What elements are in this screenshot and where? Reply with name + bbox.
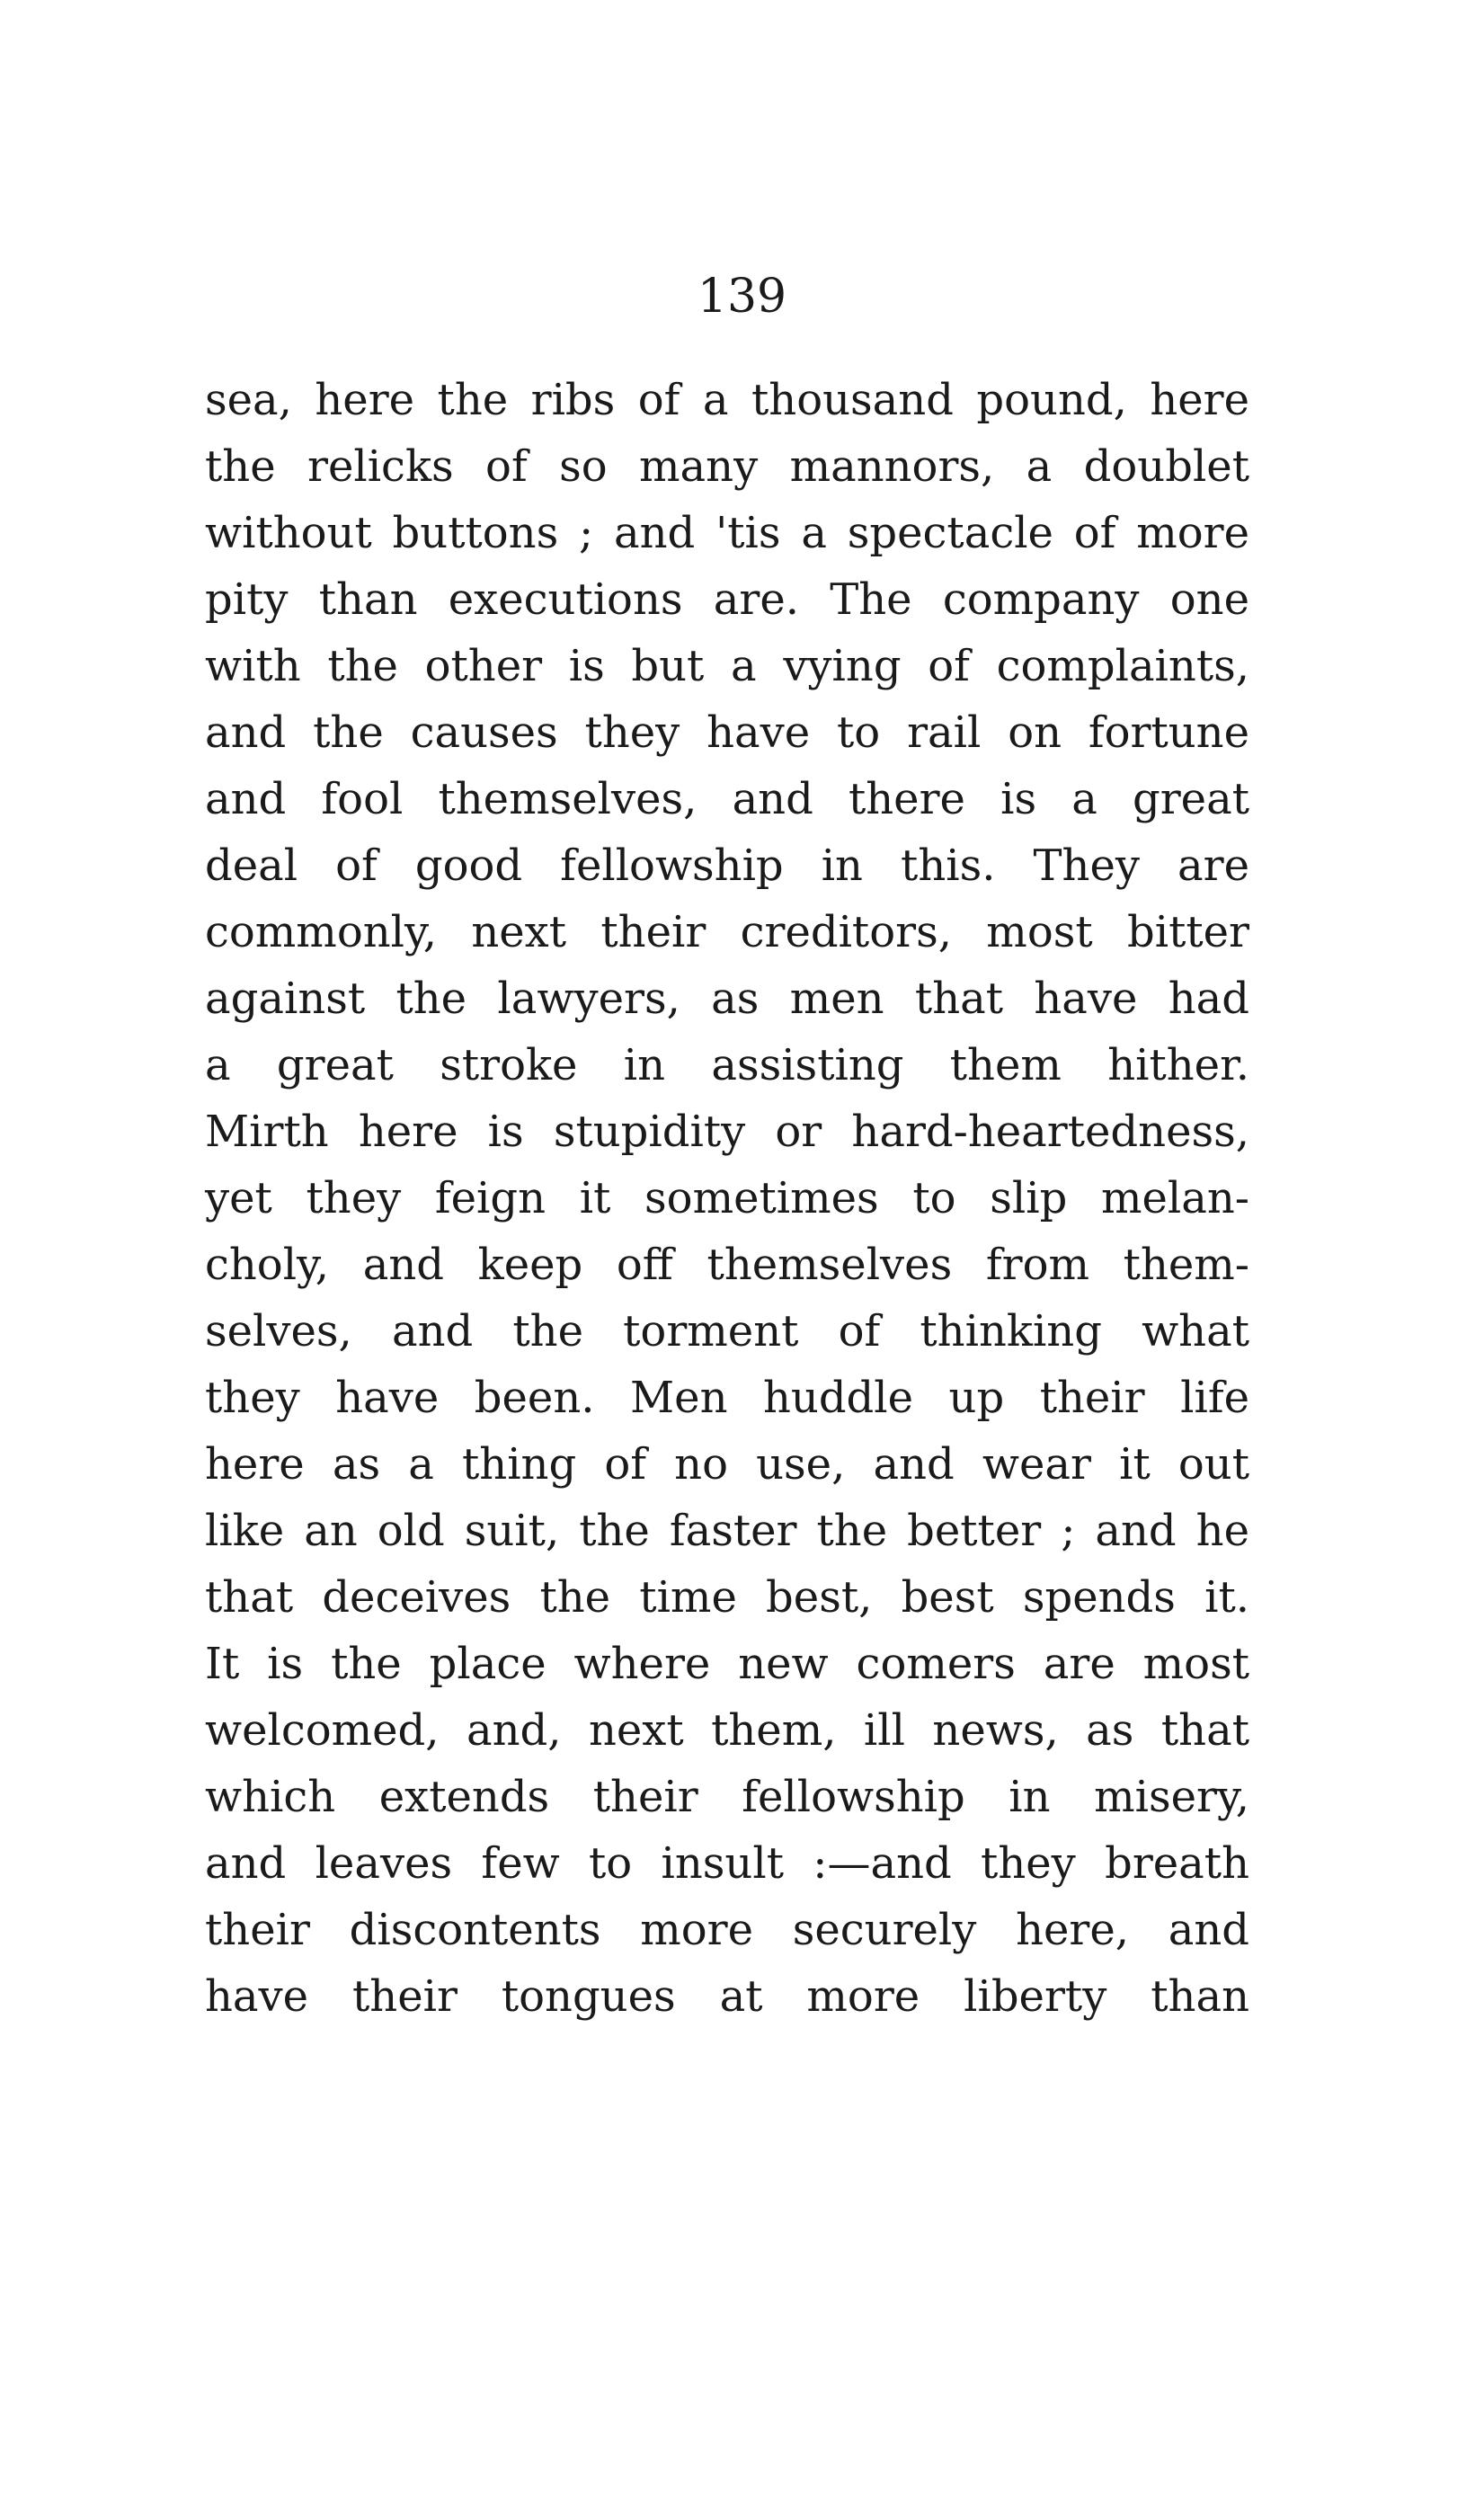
text-line: and the causes they have to rail on fortune [205, 707, 1249, 758]
text-line: their discontents more securely here, and [205, 1905, 1249, 1955]
text-line: deal of good fellowship in this. They are [205, 840, 1249, 891]
text-line: and fool themselves, and there is a great [205, 774, 1249, 824]
text-line: pity than executions are. The company one [205, 574, 1249, 625]
text-line: a great stroke in assisting them hither. [205, 1040, 1249, 1090]
text-line: against the lawyers, as men that have had [205, 974, 1249, 1024]
text-line: welcomed, and, next them, ill news, as that [205, 1705, 1249, 1756]
text-line: the relicks of so many mannors, a doublet [205, 441, 1249, 492]
text-line: sea, here the ribs of a thousand pound, here [205, 375, 1249, 425]
text-line: like an old suit, the faster the better ; and he [205, 1506, 1249, 1556]
text-line: here as a thing of no use, and wear it out [205, 1439, 1249, 1490]
page-number: 139 [697, 270, 787, 324]
text-line: yet they feign it sometimes to slip melan- [205, 1173, 1249, 1223]
text-line: and leaves few to insult :—and they breath [205, 1838, 1249, 1889]
body-text [205, 367, 1249, 2030]
text-line: It is the place where new comers are most [205, 1639, 1249, 1689]
text-line: with the other is but a vying of complaints, [205, 641, 1249, 691]
text-line: selves, and the torment of thinking what [205, 1306, 1249, 1356]
text-line: choly, and keep off themselves from them- [205, 1240, 1249, 1290]
text-line: that deceives the time best, best spends it. [205, 1572, 1249, 1623]
text-line: without buttons ; and 'tis a spectacle of more [205, 508, 1249, 558]
text-line: commonly, next their creditors, most bitter [205, 907, 1249, 957]
text-line: they have been. Men huddle up their life [205, 1373, 1249, 1423]
text-line: have their tongues at more liberty than [205, 1971, 1249, 2022]
text-line: which extends their fellowship in misery, [205, 1772, 1249, 1822]
text-line: Mirth here is stupidity or hard-heartedness, [205, 1107, 1249, 1157]
